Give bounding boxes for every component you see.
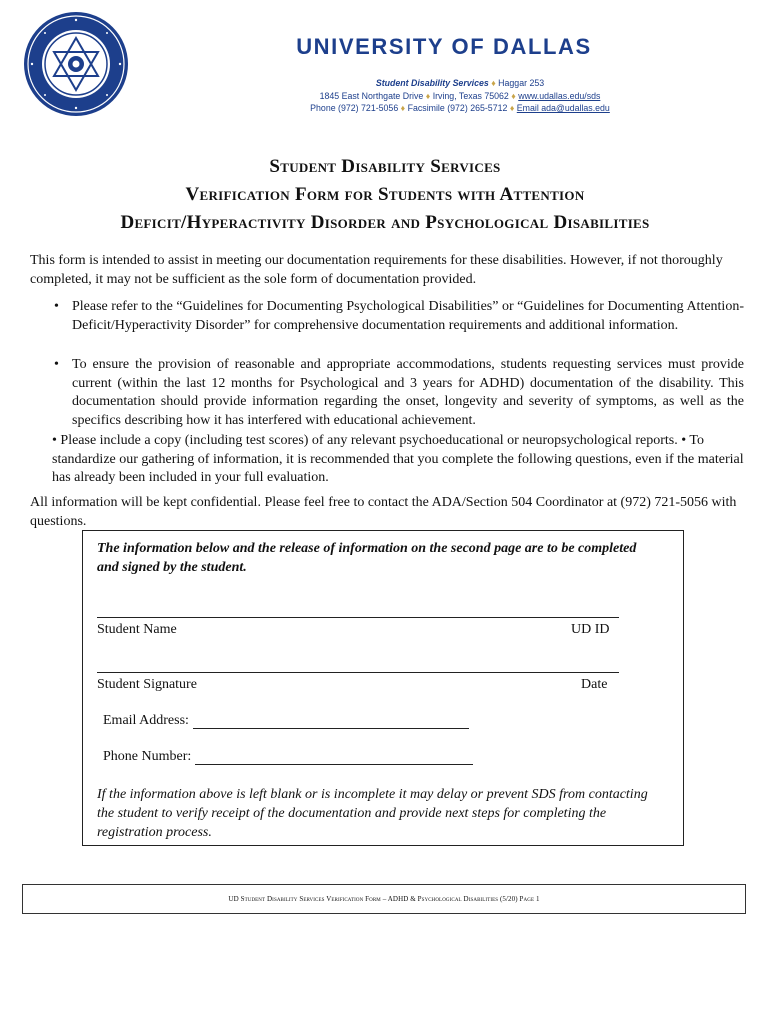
contact-line: Phone (972) 721-5056 ♦ Facsimile (972) 265-5712 ♦ Email ada@udallas.edu [310, 103, 610, 113]
university-name: UNIVERSITY OF DALLAS [296, 34, 592, 59]
email-field[interactable] [193, 714, 469, 729]
street-address: 1845 East Northgate Drive [319, 91, 424, 101]
office-location: Haggar 253 [498, 78, 545, 88]
phone-field[interactable] [195, 750, 473, 765]
form-title-line2: Verification Form for Students with Attention [185, 184, 585, 205]
bullet-text: • To ensure the provision of reasonable and appropriate accommodations, students requesting services must provide current (within the last 12 months for Psychological and 3 years for ADHD) documentation of the disability. This documentation should provide information regarding the onset, longevity and severity of symptoms, as well as the specifics describing how it has interfered with educational achievement. [52, 356, 744, 430]
student-info-box [82, 530, 684, 846]
email-row [103, 713, 469, 729]
ud-id-label: UD ID [571, 622, 610, 637]
student-signature-line[interactable] [97, 672, 619, 673]
office-name: Student Disability Services [375, 78, 489, 88]
bullet-current-documentation [52, 356, 744, 430]
form-title-line1: Student Disability Services [269, 156, 501, 177]
confidential-paragraph: All information will be kept confidential. Please feel free to contact the ADA/Section 504 Coordinator at (972) 721-5056 with questions. [30, 495, 737, 529]
student-name-label: Student Name [97, 622, 177, 637]
form-title-line3: Deficit/Hyperactivity Disorder and Psychological Disabilities [120, 212, 650, 233]
city-address: Irving, Texas 75062 [432, 91, 509, 101]
bullet-guidelines [52, 298, 744, 335]
phone-label: Phone Number: [103, 749, 192, 764]
page-footer: UD Student Disability Services Verification Form – ADHD & Psychological Disabilities (5/20) Page 1 [22, 884, 746, 914]
incomplete-warning-note: If the information above is left blank or is incomplete it may delay or prevent SDS from contacting the student to verify receipt of the documentation and provide next steps for completing the registration process. [97, 787, 648, 840]
intro-paragraph: This form is intended to assist in meeting our documentation requirements for these disabilities. However, if not thoroughly completed, it may not be sufficient as the sole form of documentation provided. [30, 253, 723, 287]
student-signature-label: Student Signature [97, 677, 197, 692]
student-name-line[interactable] [97, 617, 619, 618]
email-label: Email Address: [103, 713, 189, 728]
bullet-text: • Please refer to the “Guidelines for Documenting Psychological Disabilities” or “Guidelines for Documenting Attention-Deficit/Hyperactivity Disorder” for comprehensive documentation requirements and additional information. [52, 298, 744, 335]
website-link[interactable]: www.udallas.edu/sds [518, 91, 601, 101]
student-box-heading: The information below and the release of information on the second page are to be completed and signed by the student. [97, 541, 637, 575]
university-seal-logo [22, 10, 130, 118]
address-line: 1845 East Northgate Drive ♦ Irving, Texas 75062 ♦ www.udallas.edu/sds [319, 91, 601, 101]
email-link[interactable]: Email ada@udallas.edu [516, 103, 610, 113]
fax-number: Facsimile (972) 265-5712 [407, 103, 508, 113]
phone-row [103, 749, 473, 765]
date-label: Date [581, 677, 608, 692]
office-line: Student Disability Services ♦ Haggar 253 [375, 78, 545, 88]
phone-number: Phone (972) 721-5056 [310, 103, 399, 113]
bullet-reports: • Please include a copy (including test scores) of any relevant psychoeducational or neuropsychological reports. • To standardize our gathering of information, it is recommended that you complete the following questions, even if the material has already been included in your full evaluation. [52, 433, 744, 485]
